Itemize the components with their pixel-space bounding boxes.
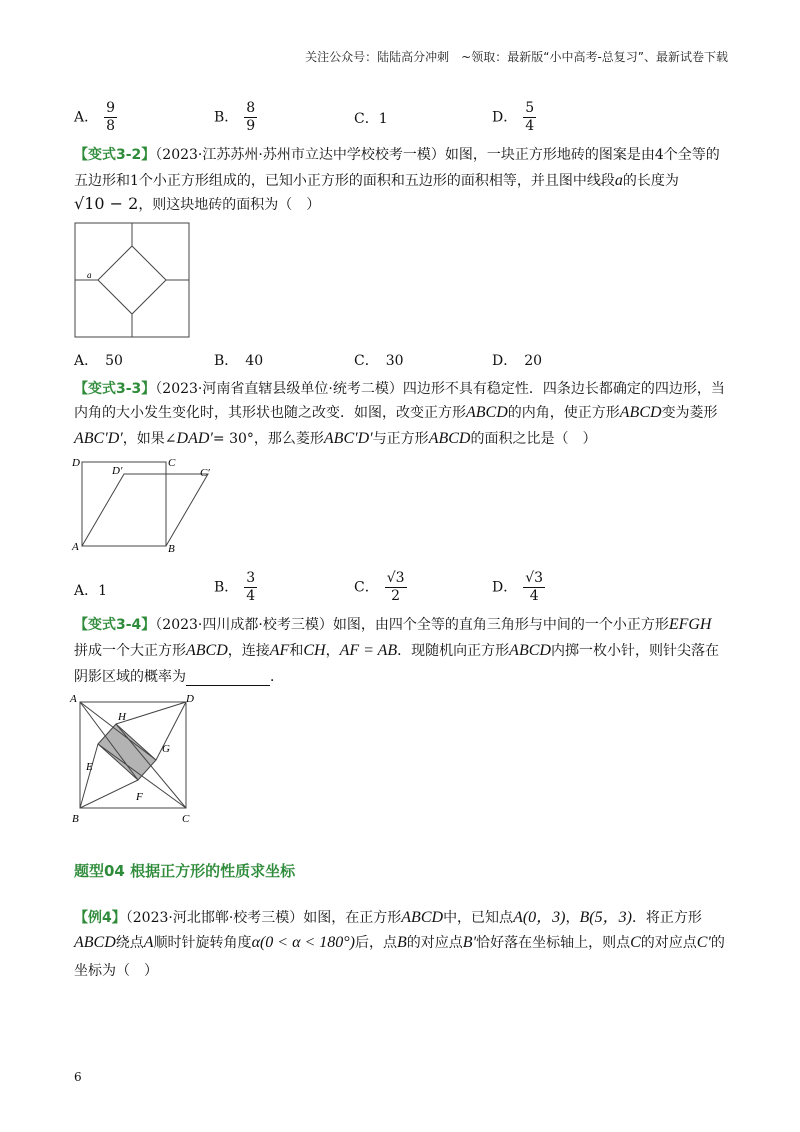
q3-label-b: B [168,543,175,555]
q4-label-a: A [70,693,77,705]
q4-line-1: 【变式3-4】（2023·四川成都·校考三模）如图，由四个全等的直角三角形与中间的一个小正方形EFGH [74,616,712,633]
q3-line-2: 内角的大小发生变化时，其形状也随之改变．如图，改变正方形ABCD的内角，使正方形ABCD变为菱形 [74,404,718,421]
q2-option-a: A． 50 [74,353,123,369]
q3-option-d: D． $\frac{√3}{4}$ [492,570,544,604]
q3-label-c: C [168,457,176,469]
q5-line-3: 坐标为（ ） [74,963,158,979]
q2-option-c: C． 30 [354,353,404,369]
q3-label-d: D [72,457,80,469]
q4-square-figure [68,690,200,826]
q2-tile-figure [74,222,192,340]
q4-label-d: D [186,693,194,705]
q3-option-c: C． $\frac{√3}{2}$ [354,570,405,604]
q4-label-g: G [162,743,170,755]
q3-option-a: A．1 [74,583,108,599]
q4-label-b: B [72,813,79,825]
q4-line-3: 阴影区域的概率为 ． [74,669,284,685]
q3-label-a: A [72,541,79,553]
q2-line-2: 五边形和1个小正方形组成的，已知小正方形的面积和五边形的面积相等，并且图中线段a的长度为 [74,172,679,189]
q3-line-3: ABC′D′，如果∠DAD′= 30°，那么菱形ABC′D′与正方形ABCD的面积之比是（ ） [74,430,597,447]
q1-option-b: B． $\frac{8}{9}$ [214,100,256,134]
q4-line-2: 拼成一个大正方形ABCD，连接AF和CH，AF = AB．现随机向正方形ABCD内掷一枚小针，则针尖落在 [74,642,719,659]
answer-blank [186,671,270,686]
q2-line-1: 【变式3-2】（2023·江苏苏州·苏州市立达中学校校考一模）如图，一块正方形地砖的图案是由4个全等的 [74,147,720,163]
q3-label-dp: D′ [112,465,123,477]
q4-label-e: E [86,761,93,773]
page-header: 关注公众号：陆陆高分冲刺 ~领取：最新版“小中高考-总复习”、最新试卷下载 [305,50,728,64]
q4-label-c: C [182,813,190,825]
q4-label-f: F [136,791,143,803]
q1-option-a: A． $\frac{9}{8}$ [74,100,116,134]
q2-fig-label-a: a [87,270,92,280]
q1-option-d: D． $\frac{5}{4}$ [492,100,535,134]
q2-line-3: √10 − 2，则这块地砖的面积为（ ） [74,194,321,213]
q5-line-2: ABCD绕点A顺时针旋转角度α(0 < α < 180°)后，点B的对应点B′恰好落在坐标轴上，则点C的对应点C′的 [74,934,725,951]
q2-option-d: D． 20 [492,353,543,369]
q3-option-b: B． $\frac{3}{4}$ [214,570,256,604]
q5-line-1: 【例4】（2023·河北邯郸·校考三模）如图，在正方形ABCD中，已知点A(0，3)，B(5，3)．将正方形 [74,909,702,926]
q3-rhombus-figure [70,452,220,556]
section-title: 题型04 根据正方形的性质求坐标 [74,862,296,880]
page-number: 6 [74,1070,82,1084]
q2-option-b: B． 40 [214,353,264,369]
q1-option-c: C．1 [354,111,388,127]
q3-line-1: 【变式3-3】（2023·河南省直辖县级单位·统考二模）四边形不具有稳定性．四条边长都确定的四边形，当 [74,381,725,397]
q4-label-h: H [118,711,126,723]
q3-label-cp: C′ [200,467,210,479]
